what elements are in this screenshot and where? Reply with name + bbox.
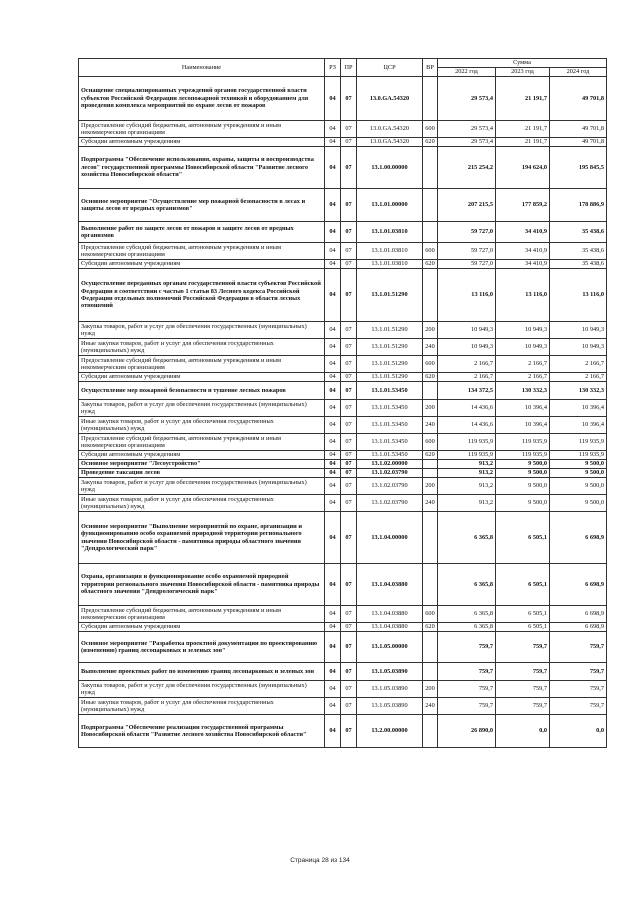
row-2023-cell: 10 396,4 (496, 400, 550, 417)
row-2023-cell: 34 410,9 (496, 243, 550, 260)
row-pr-cell: 07 (341, 623, 357, 632)
row-pr-cell: 07 (341, 663, 357, 681)
row-2022-cell: 6 365,8 (438, 623, 496, 632)
row-name-cell: Предоставление субсидий бюджетным, автономным учреждениям и иным некоммерческим организациям (79, 243, 325, 260)
row-csr-cell: 13.1.02.00000 (357, 460, 423, 469)
row-2024-cell: 13 116,0 (550, 269, 607, 322)
row-vr-cell (423, 77, 438, 121)
row-pr-cell: 07 (341, 322, 357, 339)
row-name-cell: Закупка товаров, работ и услуг для обеспечения государственных (муниципальных) нужд (79, 478, 325, 495)
row-vr-cell: 200 (423, 322, 438, 339)
row-vr-cell (423, 512, 438, 564)
row-csr-cell: 13.1.01.51290 (357, 373, 423, 382)
row-rz-cell: 04 (325, 269, 341, 322)
row-2024-cell: 49 701,8 (550, 138, 607, 147)
table-row (79, 147, 607, 189)
row-rz-cell: 04 (325, 512, 341, 564)
row-2024-cell: 195 845,5 (550, 147, 607, 189)
row-name-cell: Закупка товаров, работ и услуг для обеспечения государственных (муниципальных) нужд (79, 322, 325, 339)
row-2022-cell: 207 215,5 (438, 189, 496, 222)
row-rz-cell: 04 (325, 564, 341, 606)
row-2023-cell: 9 500,0 (496, 495, 550, 512)
row-rz-cell: 04 (325, 400, 341, 417)
row-csr-cell: 13.1.01.51290 (357, 339, 423, 356)
row-2022-cell: 6 365,8 (438, 564, 496, 606)
page-number-footer: Страница 28 из 134 (290, 857, 350, 864)
row-2024-cell: 9 500,0 (550, 495, 607, 512)
row-2023-cell: 6 505,1 (496, 564, 550, 606)
row-2024-cell: 49 701,8 (550, 121, 607, 138)
row-2022-cell: 215 254,2 (438, 147, 496, 189)
row-2022-cell: 2 166,7 (438, 373, 496, 382)
row-2023-cell: 9 500,0 (496, 478, 550, 495)
row-vr-cell (423, 189, 438, 222)
row-csr-cell: 13.1.01.00000 (357, 189, 423, 222)
row-name-cell: Основное мероприятие "Разработка проектной документации по проектированию (изменению) границ лесопарковых и зеленых зон" (79, 632, 325, 663)
row-2024-cell: 759,7 (550, 698, 607, 715)
row-pr-cell: 07 (341, 243, 357, 260)
row-vr-cell: 240 (423, 417, 438, 434)
row-2022-cell: 759,7 (438, 663, 496, 681)
row-2022-cell: 913,2 (438, 478, 496, 495)
row-rz-cell: 04 (325, 417, 341, 434)
row-2024-cell: 119 935,9 (550, 434, 607, 451)
row-rz-cell: 04 (325, 121, 341, 138)
row-csr-cell: 13.1.05.00000 (357, 632, 423, 663)
row-vr-cell: 240 (423, 698, 438, 715)
row-2022-cell: 134 372,5 (438, 382, 496, 400)
row-vr-cell: 620 (423, 138, 438, 147)
col-header-2024: 2024 год (550, 68, 607, 77)
row-name-cell: Закупка товаров, работ и услуг для обеспечения государственных (муниципальных) нужд (79, 681, 325, 698)
row-name-cell: Субсидии автономным учреждениям (79, 260, 325, 269)
row-pr-cell: 07 (341, 460, 357, 469)
row-2022-cell: 29 573,4 (438, 138, 496, 147)
row-2022-cell: 913,2 (438, 495, 496, 512)
row-name-cell: Осуществление переданных органам государственной власти субъектов Российской Федерации в соответствии с частью 1 статьи 83 Лесного кодекса Российской Федерации отдельных полномочий Российской Федерации в области лесных отношений (79, 269, 325, 322)
row-2023-cell: 6 505,1 (496, 623, 550, 632)
row-rz-cell: 04 (325, 222, 341, 243)
col-header-csr: ЦСР (357, 59, 423, 77)
table-body (79, 77, 607, 748)
row-pr-cell: 07 (341, 632, 357, 663)
row-pr-cell: 07 (341, 495, 357, 512)
table-row (79, 469, 607, 478)
row-2022-cell: 759,7 (438, 698, 496, 715)
row-name-cell: Субсидии автономным учреждениям (79, 138, 325, 147)
row-pr-cell: 07 (341, 121, 357, 138)
row-rz-cell: 04 (325, 469, 341, 478)
row-rz-cell: 04 (325, 434, 341, 451)
row-2024-cell: 6 698,9 (550, 564, 607, 606)
row-csr-cell: 13.1.01.53450 (357, 434, 423, 451)
table-row (79, 623, 607, 632)
row-vr-cell (423, 663, 438, 681)
row-csr-cell: 13.1.02.03790 (357, 469, 423, 478)
row-2024-cell: 0,0 (550, 715, 607, 748)
row-rz-cell: 04 (325, 373, 341, 382)
row-name-cell: Выполнение работ по защите лесов от пожаров и защите лесов от вредных организмов (79, 222, 325, 243)
col-header-name: Наименование (79, 59, 325, 77)
table-row (79, 373, 607, 382)
row-csr-cell: 13.0.GA.54320 (357, 77, 423, 121)
table-row (79, 400, 607, 417)
row-vr-cell: 620 (423, 623, 438, 632)
row-pr-cell: 07 (341, 339, 357, 356)
row-pr-cell: 07 (341, 606, 357, 623)
row-2023-cell: 21 191,7 (496, 77, 550, 121)
row-rz-cell: 04 (325, 356, 341, 373)
row-2023-cell: 0,0 (496, 715, 550, 748)
row-csr-cell: 13.1.04.03880 (357, 564, 423, 606)
row-2022-cell: 59 727,0 (438, 260, 496, 269)
row-pr-cell: 07 (341, 138, 357, 147)
row-vr-cell (423, 460, 438, 469)
row-name-cell: Иные закупки товаров, работ и услуг для обеспечения государственных (муниципальных) нужд (79, 698, 325, 715)
row-rz-cell: 04 (325, 698, 341, 715)
col-header-sum: Сумма (438, 59, 607, 68)
row-csr-cell: 13.1.01.51290 (357, 356, 423, 373)
row-2022-cell: 13 116,0 (438, 269, 496, 322)
row-csr-cell: 13.1.02.03790 (357, 495, 423, 512)
row-pr-cell: 07 (341, 434, 357, 451)
row-2023-cell: 10 949,3 (496, 339, 550, 356)
row-2024-cell: 178 886,9 (550, 189, 607, 222)
row-vr-cell (423, 382, 438, 400)
row-2022-cell: 59 727,0 (438, 243, 496, 260)
row-csr-cell: 13.1.04.00000 (357, 512, 423, 564)
row-rz-cell: 04 (325, 632, 341, 663)
row-2023-cell: 2 166,7 (496, 356, 550, 373)
col-header-2023: 2023 год (496, 68, 550, 77)
row-pr-cell: 07 (341, 77, 357, 121)
row-2022-cell: 913,2 (438, 469, 496, 478)
row-vr-cell: 600 (423, 121, 438, 138)
document-page (78, 58, 606, 748)
table-row (79, 77, 607, 121)
row-2024-cell: 6 698,9 (550, 623, 607, 632)
row-2024-cell: 759,7 (550, 632, 607, 663)
table-row (79, 564, 607, 606)
row-pr-cell: 07 (341, 451, 357, 460)
row-pr-cell: 07 (341, 356, 357, 373)
row-2023-cell: 130 332,3 (496, 382, 550, 400)
row-csr-cell: 13.1.01.51290 (357, 322, 423, 339)
row-rz-cell: 04 (325, 147, 341, 189)
row-2023-cell: 13 116,0 (496, 269, 550, 322)
row-2022-cell: 6 365,8 (438, 512, 496, 564)
table-row (79, 138, 607, 147)
row-name-cell: Иные закупки товаров, работ и услуг для обеспечения государственных (муниципальных) нужд (79, 495, 325, 512)
row-pr-cell: 07 (341, 373, 357, 382)
row-vr-cell: 620 (423, 451, 438, 460)
row-vr-cell: 600 (423, 243, 438, 260)
row-csr-cell: 13.1.01.03810 (357, 222, 423, 243)
row-2024-cell: 9 500,0 (550, 478, 607, 495)
row-2022-cell: 29 573,4 (438, 77, 496, 121)
row-2023-cell: 119 935,9 (496, 451, 550, 460)
row-name-cell: Субсидии автономным учреждениям (79, 451, 325, 460)
table-row (79, 715, 607, 748)
row-vr-cell: 600 (423, 434, 438, 451)
budget-table (78, 58, 607, 748)
row-vr-cell: 200 (423, 478, 438, 495)
table-row (79, 382, 607, 400)
row-name-cell: Подпрограмма "Обеспечение реализации государственной программы Новосибирской области "Развитие лесного хозяйства Новосибирской области" (79, 715, 325, 748)
row-2024-cell: 35 438,6 (550, 222, 607, 243)
row-rz-cell: 04 (325, 339, 341, 356)
table-row (79, 222, 607, 243)
table-header (79, 59, 607, 77)
row-2023-cell: 10 396,4 (496, 417, 550, 434)
row-csr-cell: 13.1.01.53450 (357, 451, 423, 460)
table-row (79, 681, 607, 698)
row-pr-cell: 07 (341, 260, 357, 269)
row-pr-cell: 07 (341, 147, 357, 189)
row-2022-cell: 759,7 (438, 632, 496, 663)
row-csr-cell: 13.1.01.53450 (357, 400, 423, 417)
col-header-2022: 2022 год (438, 68, 496, 77)
table-row (79, 322, 607, 339)
row-pr-cell: 07 (341, 478, 357, 495)
row-csr-cell: 13.1.05.03890 (357, 663, 423, 681)
row-name-cell: Выполнение проектных работ по изменению границ лесопарковых и зеленых зон (79, 663, 325, 681)
table-row (79, 632, 607, 663)
row-csr-cell: 13.1.05.03890 (357, 698, 423, 715)
row-2022-cell: 14 436,6 (438, 417, 496, 434)
row-vr-cell (423, 632, 438, 663)
table-row (79, 495, 607, 512)
row-vr-cell: 600 (423, 356, 438, 373)
row-2024-cell: 6 698,9 (550, 606, 607, 623)
row-pr-cell: 07 (341, 564, 357, 606)
row-csr-cell: 13.1.05.03890 (357, 681, 423, 698)
row-pr-cell: 07 (341, 698, 357, 715)
row-2022-cell: 10 949,3 (438, 322, 496, 339)
row-csr-cell: 13.0.GA.54320 (357, 121, 423, 138)
row-rz-cell: 04 (325, 138, 341, 147)
row-name-cell: Осуществление мер пожарной безопасности и тушение лесных пожаров (79, 382, 325, 400)
row-name-cell: Подпрограмма "Обеспечение использования, охраны, защиты и воспроизводства лесов" государственной программы Новосибирской области "Развитие лесного хозяйства Новосибирской области" (79, 147, 325, 189)
row-rz-cell: 04 (325, 495, 341, 512)
row-2024-cell: 49 701,8 (550, 77, 607, 121)
row-vr-cell (423, 222, 438, 243)
row-pr-cell: 07 (341, 417, 357, 434)
row-2024-cell: 130 332,3 (550, 382, 607, 400)
row-2023-cell: 21 191,7 (496, 138, 550, 147)
row-rz-cell: 04 (325, 322, 341, 339)
row-vr-cell (423, 147, 438, 189)
row-2022-cell: 2 166,7 (438, 356, 496, 373)
row-vr-cell: 620 (423, 373, 438, 382)
row-2023-cell: 119 935,9 (496, 434, 550, 451)
row-name-cell: Предоставление субсидий бюджетным, автономным учреждениям и иным некоммерческим организациям (79, 356, 325, 373)
row-rz-cell: 04 (325, 451, 341, 460)
table-row (79, 434, 607, 451)
row-name-cell: Иные закупки товаров, работ и услуг для обеспечения государственных (муниципальных) нужд (79, 417, 325, 434)
table-row (79, 356, 607, 373)
row-2023-cell: 759,7 (496, 698, 550, 715)
row-2023-cell: 9 500,0 (496, 460, 550, 469)
row-rz-cell: 04 (325, 77, 341, 121)
row-2024-cell: 9 500,0 (550, 469, 607, 478)
row-rz-cell: 04 (325, 382, 341, 400)
row-name-cell: Предоставление субсидий бюджетным, автономным учреждениям и иным некоммерческим организациям (79, 434, 325, 451)
table-row (79, 478, 607, 495)
table-row (79, 460, 607, 469)
row-2023-cell: 177 859,2 (496, 189, 550, 222)
col-header-pr: ПР (341, 59, 357, 77)
row-csr-cell: 13.1.04.03880 (357, 606, 423, 623)
row-rz-cell: 04 (325, 715, 341, 748)
row-pr-cell: 07 (341, 469, 357, 478)
row-name-cell: Иные закупки товаров, работ и услуг для обеспечения государственных (муниципальных) нужд (79, 339, 325, 356)
row-csr-cell: 13.1.00.00000 (357, 147, 423, 189)
row-name-cell: Предоставление субсидий бюджетным, автономным учреждениям и иным некоммерческим организациям (79, 121, 325, 138)
row-name-cell: Проведение таксации лесов (79, 469, 325, 478)
row-2024-cell: 10 949,3 (550, 322, 607, 339)
table-row (79, 663, 607, 681)
row-vr-cell (423, 469, 438, 478)
row-2023-cell: 2 166,7 (496, 373, 550, 382)
row-2024-cell: 759,7 (550, 663, 607, 681)
row-rz-cell: 04 (325, 663, 341, 681)
row-vr-cell: 240 (423, 339, 438, 356)
row-rz-cell: 04 (325, 460, 341, 469)
row-2022-cell: 29 573,4 (438, 121, 496, 138)
row-2022-cell: 119 935,9 (438, 434, 496, 451)
row-vr-cell (423, 564, 438, 606)
row-pr-cell: 07 (341, 382, 357, 400)
table-row (79, 269, 607, 322)
row-2024-cell: 10 396,4 (550, 417, 607, 434)
row-name-cell: Субсидии автономным учреждениям (79, 373, 325, 382)
row-rz-cell: 04 (325, 260, 341, 269)
row-csr-cell: 13.1.01.03810 (357, 243, 423, 260)
row-2022-cell: 759,7 (438, 681, 496, 698)
row-2023-cell: 6 505,1 (496, 606, 550, 623)
row-vr-cell (423, 269, 438, 322)
col-header-vr: ВР (423, 59, 438, 77)
table-row (79, 606, 607, 623)
row-rz-cell: 04 (325, 606, 341, 623)
row-vr-cell: 240 (423, 495, 438, 512)
table-row (79, 698, 607, 715)
row-2023-cell: 194 624,0 (496, 147, 550, 189)
row-pr-cell: 07 (341, 189, 357, 222)
row-2024-cell: 35 438,6 (550, 243, 607, 260)
row-rz-cell: 04 (325, 243, 341, 260)
col-header-rz: РЗ (325, 59, 341, 77)
row-2023-cell: 6 505,1 (496, 512, 550, 564)
row-2024-cell: 759,7 (550, 681, 607, 698)
row-rz-cell: 04 (325, 478, 341, 495)
row-2022-cell: 6 365,8 (438, 606, 496, 623)
row-pr-cell: 07 (341, 269, 357, 322)
row-csr-cell: 13.1.04.03880 (357, 623, 423, 632)
row-pr-cell: 07 (341, 222, 357, 243)
row-pr-cell: 07 (341, 400, 357, 417)
row-csr-cell: 13.1.02.03790 (357, 478, 423, 495)
table-row (79, 260, 607, 269)
table-row (79, 451, 607, 460)
row-2024-cell: 2 166,7 (550, 373, 607, 382)
row-name-cell: Основное мероприятие "Осуществление мер пожарной безопасности в лесах и защиты лесов от вредных организмов" (79, 189, 325, 222)
row-csr-cell: 13.0.GA.54320 (357, 138, 423, 147)
row-2023-cell: 34 410,9 (496, 222, 550, 243)
row-rz-cell: 04 (325, 623, 341, 632)
table-row (79, 189, 607, 222)
row-2023-cell: 759,7 (496, 681, 550, 698)
row-2023-cell: 759,7 (496, 663, 550, 681)
row-name-cell: Субсидии автономным учреждениям (79, 623, 325, 632)
row-2024-cell: 119 935,9 (550, 451, 607, 460)
row-vr-cell: 600 (423, 606, 438, 623)
row-2024-cell: 10 396,4 (550, 400, 607, 417)
row-pr-cell: 07 (341, 715, 357, 748)
row-name-cell: Предоставление субсидий бюджетным, автономным учреждениям и иным некоммерческим организациям (79, 606, 325, 623)
row-name-cell: Основное мероприятие "Выполнение мероприятий по охране, организации и функционированию особо охраняемой природной территории регионального значения Новосибирской области - памятника природы областного значения "Дендрологический парк" (79, 512, 325, 564)
row-2023-cell: 21 191,7 (496, 121, 550, 138)
row-rz-cell: 04 (325, 189, 341, 222)
row-name-cell: Охрана, организация и функционирование особо охраняемой природной территории регионального значения Новосибирской области - памятника природы областного значения "Дендрологический парк" (79, 564, 325, 606)
row-vr-cell: 620 (423, 260, 438, 269)
row-2023-cell: 34 410,9 (496, 260, 550, 269)
row-2024-cell: 10 949,3 (550, 339, 607, 356)
row-2022-cell: 119 935,9 (438, 451, 496, 460)
row-2023-cell: 10 949,3 (496, 322, 550, 339)
row-name-cell: Основное мероприятие "Лесоустройство" (79, 460, 325, 469)
row-2022-cell: 26 890,0 (438, 715, 496, 748)
row-csr-cell: 13.1.01.03810 (357, 260, 423, 269)
table-row (79, 243, 607, 260)
row-pr-cell: 07 (341, 512, 357, 564)
row-2022-cell: 913,2 (438, 460, 496, 469)
row-csr-cell: 13.1.01.51290 (357, 269, 423, 322)
row-name-cell: Закупка товаров, работ и услуг для обеспечения государственных (муниципальных) нужд (79, 400, 325, 417)
row-pr-cell: 07 (341, 681, 357, 698)
row-csr-cell: 13.1.01.53450 (357, 382, 423, 400)
row-csr-cell: 13.1.01.53450 (357, 417, 423, 434)
table-row (79, 417, 607, 434)
row-2023-cell: 759,7 (496, 632, 550, 663)
row-2023-cell: 9 500,0 (496, 469, 550, 478)
row-2024-cell: 35 438,6 (550, 260, 607, 269)
row-vr-cell (423, 715, 438, 748)
row-2022-cell: 10 949,3 (438, 339, 496, 356)
row-2022-cell: 59 727,0 (438, 222, 496, 243)
table-row (79, 339, 607, 356)
table-row (79, 121, 607, 138)
row-2024-cell: 2 166,7 (550, 356, 607, 373)
row-2022-cell: 14 436,6 (438, 400, 496, 417)
row-2024-cell: 6 698,9 (550, 512, 607, 564)
row-csr-cell: 13.2.00.00000 (357, 715, 423, 748)
row-rz-cell: 04 (325, 681, 341, 698)
table-row (79, 512, 607, 564)
row-2024-cell: 9 500,0 (550, 460, 607, 469)
row-vr-cell: 200 (423, 681, 438, 698)
row-vr-cell: 200 (423, 400, 438, 417)
row-name-cell: Оснащение специализированных учреждений органов государственной власти субъектов Российской Федерации лесопожарной техникой и оборудованием для проведения комплекса мероприятий по охране лесов от пожаров (79, 77, 325, 121)
